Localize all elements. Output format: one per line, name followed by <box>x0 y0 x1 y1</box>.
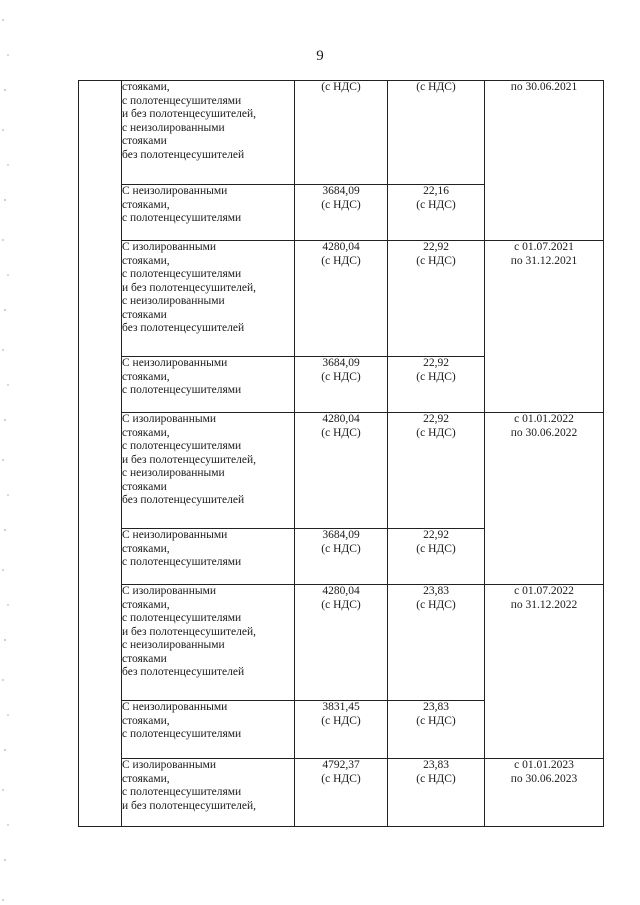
description-line: стояками, <box>122 598 170 611</box>
tariff1-vat-note: (с НДС) <box>321 542 361 555</box>
tariff2-vat-note: (с НДС) <box>416 254 456 267</box>
description-line: и без полотенцесушителей, <box>122 799 257 812</box>
description-cell <box>122 357 295 413</box>
description-line: стояками <box>122 480 167 493</box>
table-row <box>79 241 604 357</box>
description-line: стояками <box>122 135 167 147</box>
tariff2-vat-note: (с НДС) <box>416 598 456 611</box>
description-cell <box>122 413 295 529</box>
tariff1-vat-note: (с НДС) <box>321 426 361 439</box>
description-line: с неизолированными <box>122 467 225 479</box>
description-line: С изолированными <box>122 241 217 253</box>
description-line: стояками <box>122 652 167 665</box>
tariff2-vat-note: (с НДС) <box>416 370 456 383</box>
description-cell <box>122 759 295 827</box>
description-line: стояками <box>122 308 167 321</box>
description-line: стояками, <box>122 198 170 211</box>
tariff1-vat-note: (с НДС) <box>321 598 361 611</box>
tariff2-cell <box>388 185 485 241</box>
description-line: без полотенцесушителей <box>122 494 245 506</box>
description-line: с полотенцесушителями <box>122 612 242 624</box>
scan-edge-noise <box>0 0 14 905</box>
tariff2-cell <box>388 241 485 357</box>
tariff1-cell <box>295 529 388 585</box>
tariff1-vat-note: (с НДС) <box>321 370 361 383</box>
tariff1-vat-note: (с НДС) <box>321 81 361 93</box>
tariff2-value: 23,83 <box>423 585 449 597</box>
period-start: с 01.07.2021 <box>514 241 574 253</box>
description-cell <box>122 241 295 357</box>
description-line: стояками, <box>122 542 170 555</box>
period-cell <box>485 585 604 759</box>
description-line: С изолированными <box>122 759 217 771</box>
tariff2-value: 23,83 <box>423 759 449 771</box>
description-line: с неизолированными <box>122 121 225 134</box>
tariff1-value: 3831,45 <box>322 701 360 713</box>
tariff1-cell <box>295 759 388 827</box>
period-start: с 01.07.2022 <box>514 585 574 597</box>
description-line: С неизолированными <box>122 357 228 369</box>
description-line: без полотенцесушителей <box>122 322 245 334</box>
period-start: с 01.01.2022 <box>514 413 574 425</box>
description-cell <box>122 81 295 185</box>
tariff2-cell <box>388 529 485 585</box>
description-line: с полотенцесушителями <box>122 556 242 568</box>
tariff-table <box>78 80 604 827</box>
description-cell <box>122 185 295 241</box>
tariff1-value: 4280,04 <box>322 413 360 425</box>
period-end: по 31.12.2022 <box>510 598 578 611</box>
description-cell <box>122 701 295 759</box>
period-cell <box>485 241 604 413</box>
tariff2-vat-note: (с НДС) <box>416 714 456 727</box>
table-row <box>79 413 604 529</box>
period-start: с 01.01.2023 <box>514 759 574 771</box>
tariff1-vat-note: (с НДС) <box>321 714 361 727</box>
description-line: с полотенцесушителями <box>122 728 242 740</box>
tariff2-vat-note: (с НДС) <box>416 772 456 785</box>
tariff1-cell <box>295 585 388 701</box>
description-line: с полотенцесушителями <box>122 786 242 798</box>
table-row <box>79 759 604 827</box>
tariff1-value: 4280,04 <box>322 585 360 597</box>
description-line: с полотенцесушителями <box>122 212 242 224</box>
description-line: с неизолированными <box>122 639 225 651</box>
period-line: по 30.06.2021 <box>510 81 578 93</box>
period-end: по 30.06.2022 <box>510 426 578 439</box>
tariff2-cell <box>388 759 485 827</box>
description-line: без полотенцесушителей <box>122 666 245 678</box>
table-row <box>79 585 604 701</box>
tariff1-value: 4280,04 <box>322 241 360 253</box>
description-line: стояками, <box>122 714 170 727</box>
description-line: стояками, <box>122 370 170 383</box>
period-end: по 31.12.2021 <box>510 254 578 267</box>
page-number: 9 <box>316 48 324 64</box>
tariff1-vat-note: (с НДС) <box>321 772 361 785</box>
tariff1-cell <box>295 185 388 241</box>
description-line: с полотенцесушителями <box>122 94 242 107</box>
tariff2-value: 22,92 <box>423 413 449 425</box>
period-cell <box>485 759 604 827</box>
tariff2-cell <box>388 357 485 413</box>
description-line: стояками, <box>122 772 170 785</box>
tariff2-cell <box>388 701 485 759</box>
description-line: с полотенцесушителями <box>122 268 242 280</box>
description-cell <box>122 529 295 585</box>
period-cell <box>485 81 604 241</box>
tariff2-value: 22,92 <box>423 241 449 253</box>
tariff2-value: 22,92 <box>423 357 449 369</box>
tariff2-value: 22,16 <box>423 185 449 197</box>
period-cell <box>485 413 604 585</box>
blank-column <box>79 81 122 827</box>
description-cell <box>122 585 295 701</box>
description-line: стояками, <box>122 81 170 93</box>
description-line: стояками, <box>122 426 170 439</box>
tariff1-value: 3684,09 <box>322 357 360 369</box>
tariff2-vat-note: (с НДС) <box>416 81 456 93</box>
description-line: с неизолированными <box>122 295 225 307</box>
description-line: стояками, <box>122 254 170 267</box>
tariff1-cell <box>295 701 388 759</box>
tariff1-vat-note: (с НДС) <box>321 254 361 267</box>
tariff2-value: 22,92 <box>423 529 449 541</box>
tariff1-value: 3684,09 <box>322 185 360 197</box>
description-line: и без полотенцесушителей, <box>122 625 257 638</box>
period-end: по 30.06.2023 <box>510 772 578 785</box>
tariff1-cell <box>295 81 388 185</box>
tariff1-cell <box>295 413 388 529</box>
description-line: с полотенцесушителями <box>122 440 242 452</box>
tariff1-vat-note: (с НДС) <box>321 198 361 211</box>
description-line: с полотенцесушителями <box>122 384 242 396</box>
description-line: С неизолированными <box>122 529 228 541</box>
tariff1-value: 3684,09 <box>322 529 360 541</box>
tariff2-cell <box>388 585 485 701</box>
tariff1-value: 4792,37 <box>322 759 360 771</box>
description-line: С неизолированными <box>122 185 228 197</box>
description-line: С изолированными <box>122 413 217 425</box>
tariff2-cell <box>388 81 485 185</box>
description-line: и без полотенцесушителей, <box>122 453 257 466</box>
table-row <box>79 81 604 185</box>
tariff2-cell <box>388 413 485 529</box>
description-line: С изолированными <box>122 585 217 597</box>
tariff2-value: 23,83 <box>423 701 449 713</box>
description-line: С неизолированными <box>122 701 228 713</box>
tariff1-cell <box>295 357 388 413</box>
tariff2-vat-note: (с НДС) <box>416 198 456 211</box>
tariff2-vat-note: (с НДС) <box>416 542 456 555</box>
description-line: без полотенцесушителей <box>122 148 245 161</box>
description-line: и без полотенцесушителей, <box>122 281 257 294</box>
tariff1-cell <box>295 241 388 357</box>
tariff2-vat-note: (с НДС) <box>416 426 456 439</box>
description-line: и без полотенцесушителей, <box>122 108 257 120</box>
